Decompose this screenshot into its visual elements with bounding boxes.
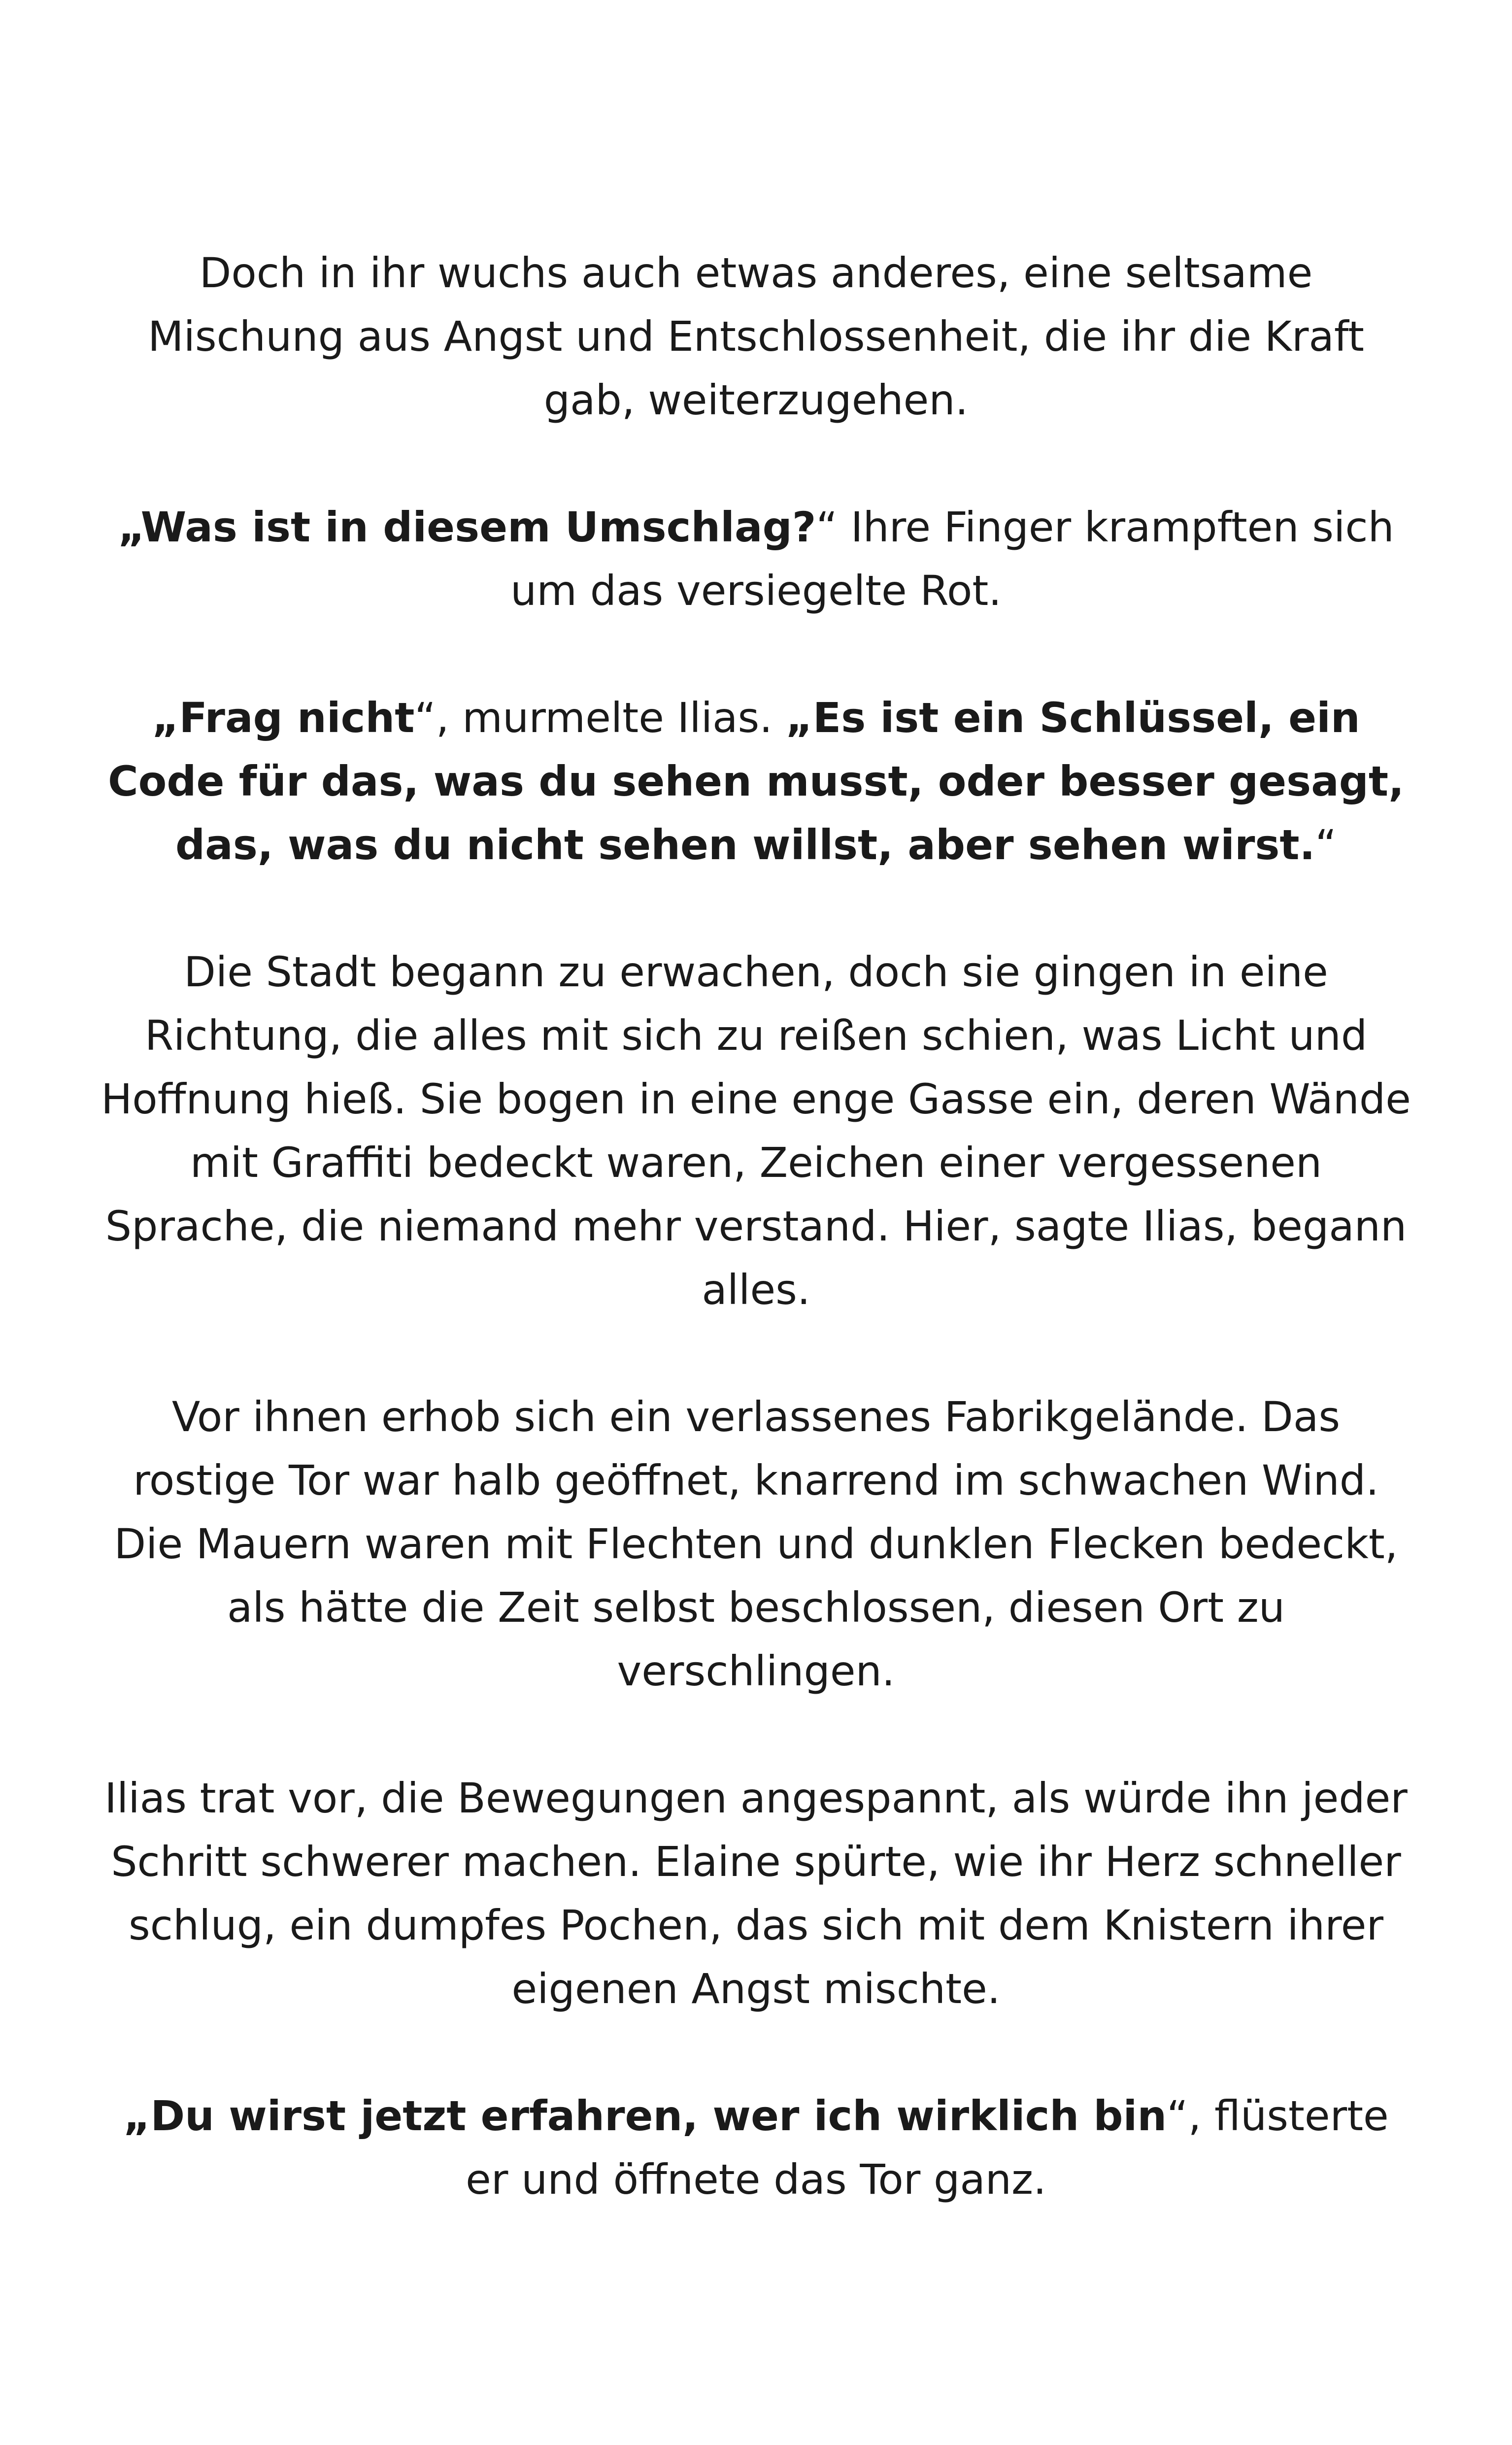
paragraph-1	[99, 241, 1413, 432]
paragraph-5	[99, 1385, 1413, 1703]
paragraph-4-text: Die Stadt begann zu erwachen, doch sie gingen in eine Richtung, die alles mit sich zu reißen schien, was Licht und Hoffnung hieß. Sie bogen in eine enge Gasse ein, deren Wände mit Graffiti bedeckt waren, Zeichen einer vergessenen Sprache, die niemand mehr verstand. Hier, sagte Ilias, begann alles.	[101, 948, 1411, 1314]
paragraph-1-text: Doch in ihr wuchs auch etwas anderes, eine seltsame Mischung aus Angst und Entschlossenheit, die ihr die Kraft gab, weiterzugehen.	[148, 249, 1364, 424]
story-text	[99, 241, 1413, 2211]
paragraph-3-text: “, murmelte Ilias.	[414, 694, 786, 742]
dialogue-bold: „Es ist ein Schlüssel, ein Code für das, was du sehen musst, oder besser gesagt, das, was du nicht sehen willst, aber sehen wirst.	[108, 694, 1404, 869]
paragraph-7-text: “, flüsterte er und öffnete das Tor ganz.	[466, 2092, 1389, 2204]
closing-quote: “	[1315, 821, 1337, 869]
paragraph-2	[99, 496, 1413, 623]
paragraph-6	[99, 1767, 1413, 2021]
dialogue-bold: „Was ist in diesem Umschlag?	[118, 503, 816, 551]
paragraph-3	[99, 686, 1413, 877]
paragraph-4	[99, 940, 1413, 1322]
paragraph-2-text: “ Ihre Finger krampften sich um das versiegelte Rot.	[510, 503, 1394, 615]
paragraph-5-text: Vor ihnen erhob sich ein verlassenes Fabrikgelände. Das rostige Tor war halb geöffnet, knarrend im schwachen Wind. Die Mauern waren mit Flechten und dunklen Flecken bedeckt, als hätte die Zeit selbst beschlossen, diesen Ort zu verschlingen.	[114, 1393, 1398, 1695]
paragraph-6-text: Ilias trat vor, die Bewegungen angespannt, als würde ihn jeder Schritt schwerer machen. Elaine spürte, wie ihr Herz schneller schlug, ein dumpfes Pochen, das sich mit dem Knistern ihrer eigenen Angst mischte.	[104, 1774, 1408, 2013]
dialogue-bold: „Du wirst jetzt erfahren, wer ich wirklich bin	[123, 2092, 1167, 2140]
dialogue-bold: „Frag nicht	[152, 694, 415, 742]
paragraph-7	[99, 2084, 1413, 2211]
